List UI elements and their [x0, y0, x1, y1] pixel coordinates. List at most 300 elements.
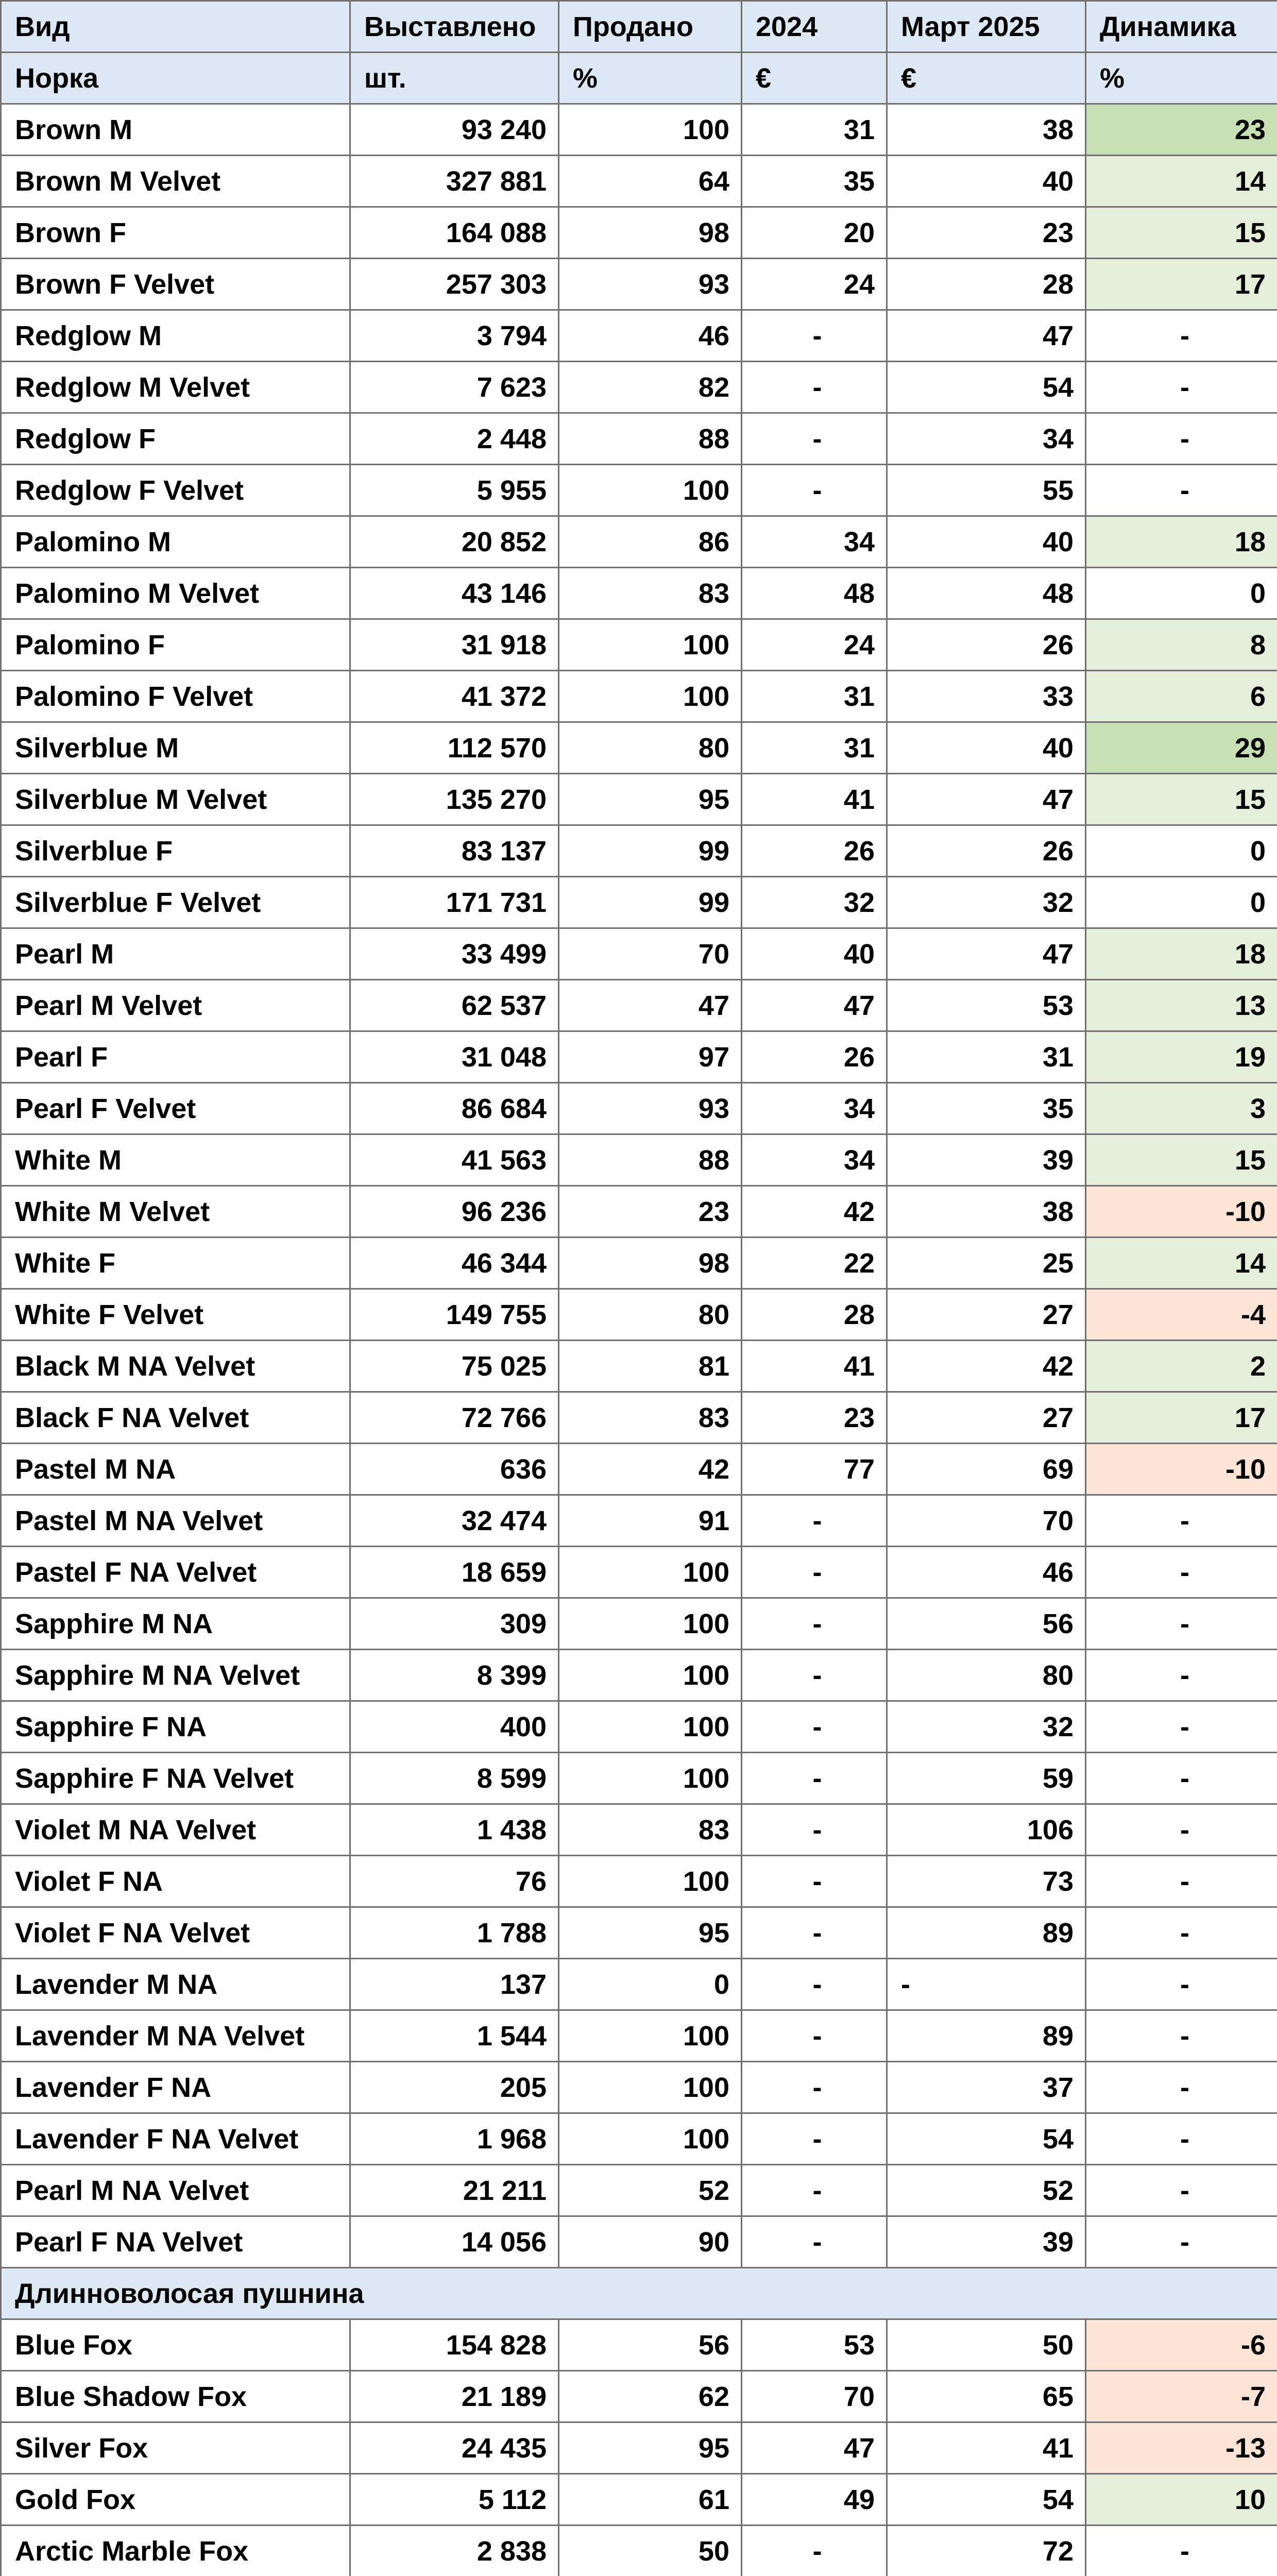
cell-dynamics: 14 [1086, 156, 1277, 207]
cell-dynamics: 23 [1086, 104, 1277, 156]
cell-sold: 100 [559, 2062, 742, 2113]
cell-price-2024: 49 [742, 2474, 887, 2526]
cell-price-march-2025: 54 [887, 2113, 1086, 2165]
cell-species: Black F NA Velvet [1, 1392, 350, 1444]
cell-offered: 96 236 [350, 1186, 559, 1238]
cell-sold: 50 [559, 2526, 742, 2576]
cell-offered: 8 599 [350, 1753, 559, 1804]
cell-offered: 62 537 [350, 980, 559, 1031]
cell-price-march-2025: 47 [887, 310, 1086, 362]
cell-dynamics: - [1086, 2526, 1277, 2576]
cell-offered: 76 [350, 1856, 559, 1907]
cell-sold: 64 [559, 156, 742, 207]
cell-price-march-2025: 40 [887, 156, 1086, 207]
cell-dynamics: - [1086, 1598, 1277, 1650]
cell-price-2024: - [742, 362, 887, 413]
cell-species: Silver Fox [1, 2422, 350, 2474]
cell-sold: 100 [559, 619, 742, 671]
table-row [1, 362, 1277, 413]
table-body [1, 1, 1277, 2576]
cell-offered: 24 435 [350, 2422, 559, 2474]
cell-offered: 33 499 [350, 928, 559, 980]
table-row [1, 1392, 1277, 1444]
cell-dynamics: -10 [1086, 1186, 1277, 1238]
cell-sold: 62 [559, 2371, 742, 2422]
cell-dynamics: - [1086, 2165, 1277, 2216]
cell-dynamics: - [1086, 1804, 1277, 1856]
cell-price-march-2025: 27 [887, 1392, 1086, 1444]
header-species: Вид [1, 1, 350, 53]
cell-species: Violet F NA Velvet [1, 1907, 350, 1959]
cell-dynamics: -7 [1086, 2371, 1277, 2422]
table-row [1, 825, 1277, 877]
cell-species: Palomino M Velvet [1, 568, 350, 619]
cell-price-2024: 22 [742, 1238, 887, 1289]
table-row [1, 928, 1277, 980]
cell-dynamics: 17 [1086, 259, 1277, 310]
cell-offered: 7 623 [350, 362, 559, 413]
cell-species: Lavender M NA [1, 1959, 350, 2010]
cell-price-march-2025: 33 [887, 671, 1086, 722]
cell-species: Pearl F NA Velvet [1, 2216, 350, 2268]
subheader-row [1, 53, 1277, 104]
cell-price-march-2025: 106 [887, 1804, 1086, 1856]
cell-dynamics: - [1086, 1959, 1277, 2010]
cell-dynamics: 8 [1086, 619, 1277, 671]
cell-species: Pearl M NA Velvet [1, 2165, 350, 2216]
cell-offered: 31 048 [350, 1031, 559, 1083]
table-row [1, 1856, 1277, 1907]
cell-price-march-2025: 65 [887, 2371, 1086, 2422]
cell-price-2024: 48 [742, 568, 887, 619]
table-row [1, 1134, 1277, 1186]
table-row [1, 877, 1277, 928]
cell-price-2024: 35 [742, 156, 887, 207]
cell-dynamics: - [1086, 2113, 1277, 2165]
section-title: Длинноволосая пушнина [1, 2268, 1277, 2319]
table-row [1, 1495, 1277, 1547]
cell-price-march-2025: 47 [887, 928, 1086, 980]
table-row [1, 2113, 1277, 2165]
cell-species: Silverblue F Velvet [1, 877, 350, 928]
cell-dynamics: 6 [1086, 671, 1277, 722]
cell-dynamics: - [1086, 1856, 1277, 1907]
cell-sold: 95 [559, 774, 742, 825]
cell-price-march-2025: 69 [887, 1444, 1086, 1495]
cell-price-2024: 34 [742, 1134, 887, 1186]
cell-offered: 18 659 [350, 1547, 559, 1598]
cell-offered: 1 544 [350, 2010, 559, 2062]
cell-price-2024: - [742, 1598, 887, 1650]
cell-price-2024: 34 [742, 516, 887, 568]
cell-species: Sapphire M NA Velvet [1, 1650, 350, 1701]
cell-sold: 42 [559, 1444, 742, 1495]
cell-price-2024: - [742, 465, 887, 516]
cell-sold: 100 [559, 671, 742, 722]
cell-offered: 1 788 [350, 1907, 559, 1959]
table-row [1, 1907, 1277, 1959]
cell-dynamics: 3 [1086, 1083, 1277, 1134]
cell-species: Pearl F [1, 1031, 350, 1083]
cell-species: Pearl F Velvet [1, 1083, 350, 1134]
cell-price-march-2025: 41 [887, 2422, 1086, 2474]
table-row [1, 2165, 1277, 2216]
cell-species: Black M NA Velvet [1, 1341, 350, 1392]
cell-dynamics: 18 [1086, 928, 1277, 980]
cell-sold: 52 [559, 2165, 742, 2216]
cell-price-march-2025: 80 [887, 1650, 1086, 1701]
cell-species: Lavender F NA [1, 2062, 350, 2113]
subheader-unit-euro-2: € [887, 53, 1086, 104]
cell-offered: 171 731 [350, 877, 559, 928]
table-row [1, 413, 1277, 465]
cell-offered: 205 [350, 2062, 559, 2113]
cell-sold: 98 [559, 207, 742, 259]
cell-sold: 46 [559, 310, 742, 362]
cell-price-2024: 53 [742, 2319, 887, 2371]
cell-price-march-2025: 23 [887, 207, 1086, 259]
cell-offered: 2 838 [350, 2526, 559, 2576]
cell-dynamics: 29 [1086, 722, 1277, 774]
table-row [1, 568, 1277, 619]
cell-price-2024: 34 [742, 1083, 887, 1134]
cell-dynamics: -6 [1086, 2319, 1277, 2371]
cell-sold: 0 [559, 1959, 742, 2010]
cell-sold: 100 [559, 465, 742, 516]
cell-species: Brown M [1, 104, 350, 156]
cell-dynamics: 17 [1086, 1392, 1277, 1444]
cell-price-march-2025: 35 [887, 1083, 1086, 1134]
table-row [1, 2371, 1277, 2422]
cell-species: Palomino M [1, 516, 350, 568]
header-sold: Продано [559, 1, 742, 53]
cell-price-march-2025: 26 [887, 825, 1086, 877]
cell-sold: 81 [559, 1341, 742, 1392]
header-price-march-2025: Март 2025 [887, 1, 1086, 53]
cell-price-2024: - [742, 1495, 887, 1547]
header-price-2024: 2024 [742, 1, 887, 53]
table-row [1, 1444, 1277, 1495]
cell-sold: 100 [559, 2113, 742, 2165]
cell-price-march-2025: 73 [887, 1856, 1086, 1907]
cell-offered: 154 828 [350, 2319, 559, 2371]
cell-sold: 91 [559, 1495, 742, 1547]
cell-price-2024: 31 [742, 722, 887, 774]
cell-price-march-2025: 39 [887, 1134, 1086, 1186]
cell-dynamics: - [1086, 310, 1277, 362]
table-row [1, 1753, 1277, 1804]
cell-sold: 88 [559, 1134, 742, 1186]
table-row [1, 207, 1277, 259]
cell-price-march-2025: 89 [887, 2010, 1086, 2062]
table-row [1, 2010, 1277, 2062]
cell-price-2024: - [742, 2526, 887, 2576]
cell-offered: 43 146 [350, 568, 559, 619]
cell-offered: 20 852 [350, 516, 559, 568]
cell-price-2024: - [742, 2165, 887, 2216]
cell-dynamics: 14 [1086, 1238, 1277, 1289]
cell-dynamics: - [1086, 1753, 1277, 1804]
cell-sold: 97 [559, 1031, 742, 1083]
cell-offered: 135 270 [350, 774, 559, 825]
cell-species: Lavender F NA Velvet [1, 2113, 350, 2165]
cell-species: White F [1, 1238, 350, 1289]
cell-sold: 100 [559, 1547, 742, 1598]
cell-price-2024: 28 [742, 1289, 887, 1341]
cell-price-march-2025: 55 [887, 465, 1086, 516]
cell-price-march-2025: 26 [887, 619, 1086, 671]
cell-sold: 83 [559, 1392, 742, 1444]
cell-sold: 100 [559, 2010, 742, 2062]
cell-offered: 72 766 [350, 1392, 559, 1444]
cell-price-2024: - [742, 1547, 887, 1598]
cell-sold: 70 [559, 928, 742, 980]
cell-dynamics: - [1086, 1495, 1277, 1547]
table-row [1, 104, 1277, 156]
cell-offered: 86 684 [350, 1083, 559, 1134]
cell-sold: 80 [559, 722, 742, 774]
cell-sold: 100 [559, 1701, 742, 1753]
cell-price-2024: - [742, 2216, 887, 2268]
cell-sold: 83 [559, 1804, 742, 1856]
cell-dynamics: 19 [1086, 1031, 1277, 1083]
cell-price-2024: 41 [742, 774, 887, 825]
cell-price-march-2025: 25 [887, 1238, 1086, 1289]
subheader-unit-percent: % [559, 53, 742, 104]
cell-sold: 61 [559, 2474, 742, 2526]
cell-price-2024: - [742, 1959, 887, 2010]
cell-species: Redglow F Velvet [1, 465, 350, 516]
cell-dynamics: - [1086, 413, 1277, 465]
cell-dynamics: 15 [1086, 774, 1277, 825]
cell-price-2024: 20 [742, 207, 887, 259]
cell-species: Brown F [1, 207, 350, 259]
subheader-mink: Норка [1, 53, 350, 104]
cell-species: White M [1, 1134, 350, 1186]
cell-species: Sapphire M NA [1, 1598, 350, 1650]
table-row [1, 2474, 1277, 2526]
cell-price-march-2025: 72 [887, 2526, 1086, 2576]
cell-species: Gold Fox [1, 2474, 350, 2526]
cell-price-2024: 26 [742, 825, 887, 877]
cell-sold: 100 [559, 1753, 742, 1804]
table-row [1, 2526, 1277, 2576]
cell-species: White M Velvet [1, 1186, 350, 1238]
table-row [1, 619, 1277, 671]
cell-price-march-2025: 28 [887, 259, 1086, 310]
cell-offered: 83 137 [350, 825, 559, 877]
table-row [1, 1650, 1277, 1701]
cell-species: Sapphire F NA Velvet [1, 1753, 350, 1804]
table-row [1, 774, 1277, 825]
table-row [1, 1701, 1277, 1753]
cell-price-march-2025: 48 [887, 568, 1086, 619]
cell-species: Brown M Velvet [1, 156, 350, 207]
cell-price-2024: 40 [742, 928, 887, 980]
cell-species: Palomino F [1, 619, 350, 671]
cell-price-2024: - [742, 1650, 887, 1701]
cell-offered: 21 211 [350, 2165, 559, 2216]
cell-dynamics: - [1086, 1701, 1277, 1753]
cell-offered: 14 056 [350, 2216, 559, 2268]
cell-dynamics: 0 [1086, 877, 1277, 928]
cell-species: Pearl M [1, 928, 350, 980]
cell-offered: 1 968 [350, 2113, 559, 2165]
cell-dynamics: - [1086, 2062, 1277, 2113]
cell-price-2024: - [742, 1701, 887, 1753]
table-row [1, 259, 1277, 310]
cell-price-2024: - [742, 2113, 887, 2165]
cell-price-2024: 31 [742, 671, 887, 722]
cell-sold: 47 [559, 980, 742, 1031]
cell-species: Pastel M NA Velvet [1, 1495, 350, 1547]
cell-price-2024: 23 [742, 1392, 887, 1444]
cell-price-march-2025: 32 [887, 1701, 1086, 1753]
cell-sold: 56 [559, 2319, 742, 2371]
cell-price-2024: 42 [742, 1186, 887, 1238]
cell-price-march-2025: 39 [887, 2216, 1086, 2268]
cell-species: Arctic Marble Fox [1, 2526, 350, 2576]
cell-price-2024: - [742, 2010, 887, 2062]
cell-dynamics: -13 [1086, 2422, 1277, 2474]
cell-species: Pearl M Velvet [1, 980, 350, 1031]
cell-price-2024: 24 [742, 619, 887, 671]
cell-price-march-2025: 70 [887, 1495, 1086, 1547]
cell-sold: 88 [559, 413, 742, 465]
cell-dynamics: - [1086, 1907, 1277, 1959]
cell-sold: 95 [559, 1907, 742, 1959]
table-row [1, 310, 1277, 362]
cell-sold: 100 [559, 1650, 742, 1701]
cell-species: Silverblue F [1, 825, 350, 877]
cell-offered: 21 189 [350, 2371, 559, 2422]
cell-price-2024: - [742, 2062, 887, 2113]
cell-offered: 137 [350, 1959, 559, 2010]
table-row [1, 2216, 1277, 2268]
table-row [1, 1341, 1277, 1392]
table-row [1, 1238, 1277, 1289]
cell-price-2024: 32 [742, 877, 887, 928]
cell-price-2024: - [742, 1856, 887, 1907]
header-offered: Выставлено [350, 1, 559, 53]
cell-dynamics: - [1086, 362, 1277, 413]
cell-species: Redglow F [1, 413, 350, 465]
table-row [1, 1031, 1277, 1083]
cell-price-march-2025: 52 [887, 2165, 1086, 2216]
cell-price-2024: 47 [742, 2422, 887, 2474]
cell-price-march-2025: 37 [887, 2062, 1086, 2113]
cell-sold: 100 [559, 1598, 742, 1650]
cell-price-2024: - [742, 1753, 887, 1804]
cell-price-2024: 77 [742, 1444, 887, 1495]
cell-price-2024: 31 [742, 104, 887, 156]
cell-sold: 80 [559, 1289, 742, 1341]
subheader-unit-percent-2: % [1086, 53, 1277, 104]
cell-sold: 100 [559, 1856, 742, 1907]
cell-species: Violet F NA [1, 1856, 350, 1907]
cell-sold: 93 [559, 259, 742, 310]
cell-offered: 46 344 [350, 1238, 559, 1289]
cell-price-march-2025: 38 [887, 1186, 1086, 1238]
cell-sold: 98 [559, 1238, 742, 1289]
cell-offered: 1 438 [350, 1804, 559, 1856]
cell-price-2024: 41 [742, 1341, 887, 1392]
cell-sold: 90 [559, 2216, 742, 2268]
cell-species: Redglow M [1, 310, 350, 362]
cell-species: Pastel M NA [1, 1444, 350, 1495]
cell-price-2024: - [742, 1907, 887, 1959]
cell-sold: 82 [559, 362, 742, 413]
cell-offered: 75 025 [350, 1341, 559, 1392]
cell-offered: 32 474 [350, 1495, 559, 1547]
cell-sold: 99 [559, 825, 742, 877]
cell-price-2024: - [742, 310, 887, 362]
cell-price-march-2025: 53 [887, 980, 1086, 1031]
table-row [1, 1959, 1277, 2010]
cell-species: Lavender M NA Velvet [1, 2010, 350, 2062]
cell-species: Blue Shadow Fox [1, 2371, 350, 2422]
cell-dynamics: 18 [1086, 516, 1277, 568]
cell-offered: 5 955 [350, 465, 559, 516]
cell-offered: 164 088 [350, 207, 559, 259]
cell-dynamics: - [1086, 465, 1277, 516]
table-row [1, 2319, 1277, 2371]
cell-dynamics: 15 [1086, 207, 1277, 259]
cell-sold: 93 [559, 1083, 742, 1134]
cell-price-march-2025: 54 [887, 2474, 1086, 2526]
cell-price-march-2025: - [887, 1959, 1086, 2010]
cell-price-march-2025: 47 [887, 774, 1086, 825]
cell-species: Violet M NA Velvet [1, 1804, 350, 1856]
table-row [1, 671, 1277, 722]
cell-price-2024: 24 [742, 259, 887, 310]
table-row [1, 465, 1277, 516]
cell-dynamics: 13 [1086, 980, 1277, 1031]
cell-sold: 95 [559, 2422, 742, 2474]
cell-price-march-2025: 32 [887, 877, 1086, 928]
cell-price-2024: 70 [742, 2371, 887, 2422]
cell-species: Brown F Velvet [1, 259, 350, 310]
table-row [1, 1289, 1277, 1341]
cell-offered: 112 570 [350, 722, 559, 774]
cell-offered: 309 [350, 1598, 559, 1650]
cell-offered: 41 563 [350, 1134, 559, 1186]
cell-sold: 23 [559, 1186, 742, 1238]
table-row [1, 1083, 1277, 1134]
cell-offered: 327 881 [350, 156, 559, 207]
cell-dynamics: 2 [1086, 1341, 1277, 1392]
table-row [1, 156, 1277, 207]
cell-price-march-2025: 59 [887, 1753, 1086, 1804]
cell-offered: 149 755 [350, 1289, 559, 1341]
cell-offered: 2 448 [350, 413, 559, 465]
cell-dynamics: 0 [1086, 825, 1277, 877]
subheader-unit-pcs: шт. [350, 53, 559, 104]
cell-dynamics: 10 [1086, 2474, 1277, 2526]
cell-price-march-2025: 38 [887, 104, 1086, 156]
cell-price-2024: - [742, 413, 887, 465]
header-row [1, 1, 1277, 53]
cell-price-march-2025: 40 [887, 722, 1086, 774]
table-row [1, 2422, 1277, 2474]
cell-offered: 31 918 [350, 619, 559, 671]
cell-species: Silverblue M [1, 722, 350, 774]
cell-price-2024: - [742, 1804, 887, 1856]
cell-price-2024: 47 [742, 980, 887, 1031]
cell-sold: 99 [559, 877, 742, 928]
cell-species: Redglow M Velvet [1, 362, 350, 413]
cell-price-march-2025: 42 [887, 1341, 1086, 1392]
